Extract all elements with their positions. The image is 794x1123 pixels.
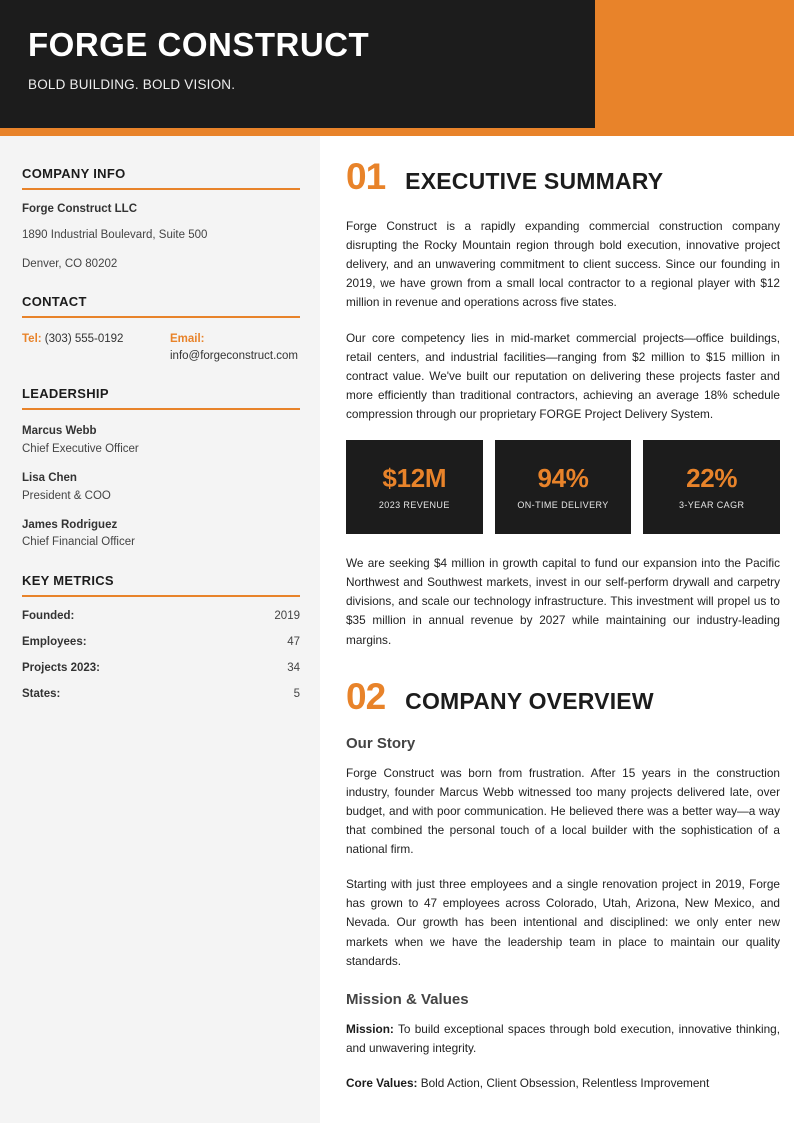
paragraph: Forge Construct was born from frustration. After 15 years in the construction industry, founder Marcus Webb witnessed too many projects delivered late, over budget, and with poor communication. He believed there was a better way—a way that combined the personal touch of a local builder with the sophistication of a national firm.	[346, 765, 780, 857]
sidebar	[0, 136, 320, 1123]
subsection-heading-our-story: Our Story	[346, 734, 416, 752]
metric-label: States:	[22, 688, 61, 701]
legal-name: Forge Construct LLC	[22, 203, 137, 215]
section-header-executive-summary	[346, 158, 780, 195]
leadership-person	[22, 423, 300, 457]
sidebar-section-key-metrics	[22, 573, 300, 700]
leader-name: Lisa Chen	[22, 472, 77, 485]
leader-title: Chief Executive Officer	[22, 442, 139, 455]
metric-row	[22, 662, 300, 674]
stat-label: 2023 REVENUE	[378, 500, 450, 511]
leader-name: James Rodriguez	[22, 519, 118, 532]
paragraph: We are seeking $4 million in growth capital to fund our expansion into the Pacific Northwest and Southwest markets, invest in our self-perform drywall and carpetry divisions, and scale our technology infrastructure. This investment will propel us to $35 million in annual revenue by 2027 while maintaining our industry-leading margins.	[346, 556, 780, 647]
contact-email	[170, 331, 300, 364]
stat-box	[346, 440, 483, 534]
section-number: 01	[346, 156, 386, 197]
email-label: Email:	[170, 333, 205, 346]
section-divider	[22, 188, 300, 190]
section-divider	[22, 595, 300, 597]
metric-value: 47	[287, 636, 300, 649]
metric-row	[22, 610, 300, 622]
metric-label: Projects 2023:	[22, 662, 100, 675]
stat-label: 3-YEAR CAGR	[678, 500, 745, 511]
stat-box	[643, 440, 780, 534]
paragraph: Forge Construct is a rapidly expanding commercial construction company disrupting the Rocky Mountain region through bold execution, innovative project delivery, and an unwavering commitment to client success. Since our founding in 2019, we have grown from a small local contractor to a regional player with $12 million in revenue and operations across five states.	[346, 219, 780, 310]
address-line-2: Denver, CO 80202	[22, 257, 118, 270]
company-info-heading: COMPANY INFO	[22, 166, 126, 181]
section-title: EXECUTIVE SUMMARY	[405, 168, 664, 194]
metric-value: 2019	[274, 610, 300, 623]
mission-label: Mission:	[346, 1021, 394, 1036]
leadership-heading: LEADERSHIP	[22, 386, 109, 402]
section-header-company-overview	[346, 675, 780, 717]
company-name: FORGE CONSTRUCT	[28, 26, 370, 63]
stat-value: $12M	[382, 462, 447, 493]
sidebar-section-contact	[22, 294, 300, 364]
contact-telephone	[22, 331, 154, 364]
leader-title: Chief Financial Officer	[22, 536, 135, 549]
leadership-person	[22, 517, 300, 551]
mission-statement	[346, 1020, 780, 1058]
core-values-statement	[346, 1074, 780, 1093]
leader-title: President & COO	[22, 489, 111, 502]
metric-label: Employees:	[22, 636, 87, 649]
stat-value: 94%	[537, 462, 589, 493]
address-line-1: 1890 Industrial Boulevard, Suite 500	[22, 229, 208, 241]
document-masthead	[0, 0, 794, 136]
section-number: 02	[346, 675, 386, 717]
telephone-value[interactable]: (303) 555-0192	[44, 333, 124, 346]
section-title: COMPANY OVERVIEW	[405, 687, 654, 714]
metric-value: 34	[287, 662, 300, 675]
stat-label: ON-TIME DELIVERY	[517, 500, 609, 511]
main-content	[320, 136, 794, 1093]
metric-row	[22, 636, 300, 648]
masthead-text-group	[28, 28, 568, 92]
metric-label: Founded:	[22, 610, 75, 623]
core-values-label: Core Values:	[346, 1075, 418, 1090]
leadership-person	[22, 470, 300, 504]
metric-row	[22, 688, 300, 700]
telephone-label: Tel:	[22, 333, 42, 346]
leader-name: Marcus Webb	[22, 425, 97, 438]
contact-grid	[22, 331, 300, 364]
sidebar-section-company-info	[22, 166, 300, 272]
mission-text: To build exceptional spaces through bold execution, innovative thinking, and unwavering integrity.	[346, 1021, 780, 1055]
company-tagline: BOLD BUILDING. BOLD VISION.	[28, 76, 236, 92]
stat-box	[495, 440, 632, 534]
stat-value: 22%	[686, 462, 738, 493]
document-body	[0, 136, 794, 1123]
metric-value: 5	[293, 688, 300, 701]
stat-box-group	[346, 440, 780, 534]
email-value[interactable]: info@forgeconstruct.com	[170, 349, 299, 362]
paragraph: Our core competency lies in mid-market commercial projects—office buildings, retail centers, and industrial facilities—ranging from $2 million to $15 million in contract value. We've built our reputation on delivering these projects faster and more efficiently than traditional contractors, achieving an average 18% schedule compression through our proprietary FORGE Project Delivery System.	[346, 330, 780, 421]
subsection-heading-mission-values: Mission & Values	[346, 990, 469, 1008]
core-values-text: Bold Action, Client Obsession, Relentless Improvement	[417, 1075, 710, 1090]
section-divider	[22, 408, 300, 410]
paragraph: Starting with just three employees and a single renovation project in 2019, Forge has grown to 47 employees across Colorado, Utah, Arizona, New Mexico, and Nevada. Our growth has been intentional and disciplined: we only enter new markets when we have the leadership team in place to maintain our quality standards.	[346, 877, 780, 968]
section-divider	[22, 316, 300, 318]
key-metrics-heading: KEY METRICS	[22, 573, 114, 589]
sidebar-section-leadership	[22, 386, 300, 551]
contact-heading: CONTACT	[22, 294, 87, 310]
